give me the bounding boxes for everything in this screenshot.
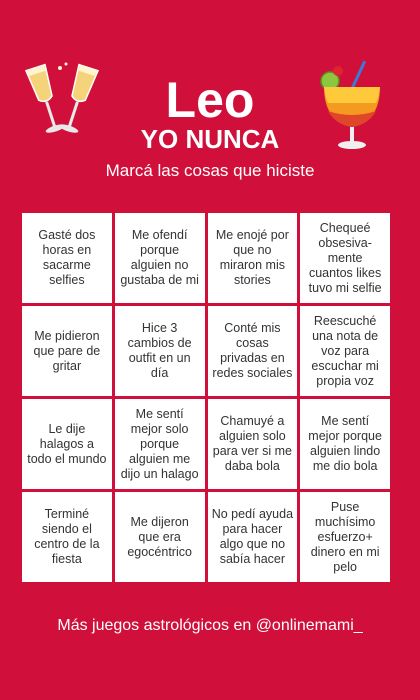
bingo-cell[interactable]: Me sentí mejor solo porque alguien me dijo un halago — [115, 399, 205, 489]
instruction-text: Marcá las cosas que hiciste — [105, 161, 315, 180]
bingo-cell[interactable]: Conté mis cosas privadas en redes sociales — [208, 306, 298, 396]
bingo-cell[interactable]: No pedí ayuda para hacer algo que no sabía hacer — [208, 492, 298, 582]
footer-credit: Más juegos astrológicos en @onlinemami_ — [57, 617, 363, 634]
bingo-cell[interactable]: Terminé siendo el centro de la fiesta — [22, 492, 112, 582]
bingo-cell[interactable]: Chamuyé a alguien solo para ver si me daba bola — [208, 399, 298, 489]
bingo-cell[interactable]: Me pidieron que pare de gritar — [22, 306, 112, 396]
page-subtitle: YO NUNCA — [140, 124, 280, 154]
bingo-cell[interactable]: Me enojé por que no miraron mis stories — [208, 213, 298, 303]
page-title: Leo — [165, 72, 255, 128]
bingo-cell[interactable]: Reescuché una nota de voz para escuchar mi propia voz — [300, 306, 390, 396]
bingo-cell[interactable]: Gasté dos horas en sacarme selfies — [22, 213, 112, 303]
bingo-cell[interactable]: Me sentí mejor porque alguien lindo me dio bola — [300, 399, 390, 489]
bingo-cell[interactable]: Hice 3 cambios de outfit en un día — [115, 306, 205, 396]
bingo-cell[interactable]: Le dije halagos a todo el mundo — [22, 399, 112, 489]
bingo-cell[interactable]: Me ofendí porque alguien no gustaba de mi — [115, 213, 205, 303]
bingo-grid — [19, 210, 393, 585]
bingo-cell[interactable]: Me dijeron que era egocéntrico — [115, 492, 205, 582]
bingo-cell[interactable]: Chequeé obsesiva-mente cuantos likes tuvo mi selfie — [300, 213, 390, 303]
bingo-cell[interactable]: Puse muchísimo esfuerzo+ dinero en mi pelo — [300, 492, 390, 582]
